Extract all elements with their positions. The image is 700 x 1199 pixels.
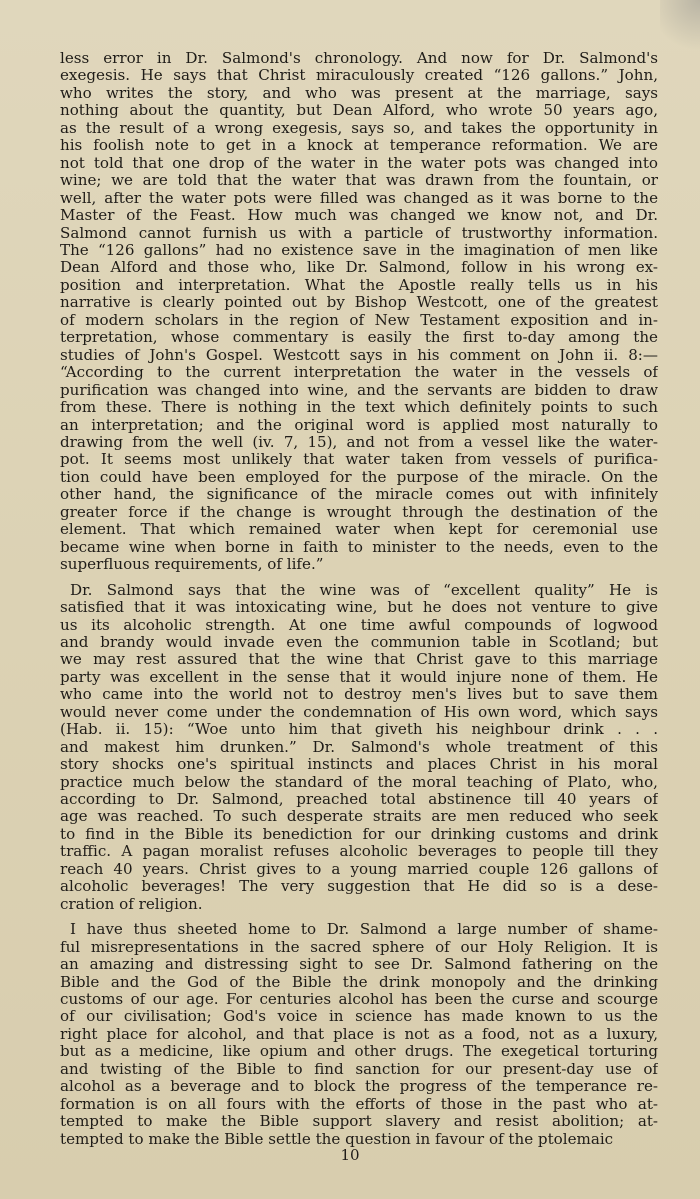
text-line: “According to the current interpretation the water in the vessels of <box>60 364 658 382</box>
text-line: Dean Alford and those who, like Dr. Salmond, follow in his wrong ex- <box>60 259 658 277</box>
text-line: an interpretation; and the original word is applied most naturally to <box>60 416 658 434</box>
text-line: studies of John's Gospel. Westcott says in his comment on John ii. 8:— <box>60 346 658 364</box>
text-line: as the result of a wrong exegesis, says so, and takes the opportunity in <box>60 119 658 137</box>
text-line: who writes the story, and who was present at the marriage, says <box>60 84 658 102</box>
text-line: terpretation, whose commentary is easily the first to-day among the <box>60 329 658 347</box>
text-line: story shocks one's spiritual instincts and places Christ in his moral <box>60 756 658 774</box>
text-line: and makest him drunken.” Dr. Salmond's whole treatment of this <box>60 738 658 756</box>
text-line: not told that one drop of the water in the water pots was changed into <box>60 154 658 172</box>
text-line: us its alcoholic strength. At one time awful compounds of logwood <box>60 616 658 634</box>
text-line: who came into the world not to destroy men's lives but to save them <box>60 686 658 704</box>
text-line: satisfied that it was intoxicating wine, but he does not venture to give <box>60 599 658 617</box>
text-line: wine; we are told that the water that was drawn from the fountain, or <box>60 172 658 190</box>
text-line: of our civilisation; God's voice in science has made known to us the <box>60 1008 658 1026</box>
text-line: tion could have been employed for the purpose of the miracle. On the <box>60 468 658 486</box>
text-line: position and interpretation. What the Apostle really tells us in his <box>60 276 658 294</box>
text-line: traffic. A pagan moralist refuses alcoholic beverages to people till they <box>60 843 658 861</box>
text-line: but as a medicine, like opium and other drugs. The exegetical torturing <box>60 1043 658 1061</box>
text-line: customs of our age. For centuries alcohol has been the curse and scourge <box>60 991 658 1009</box>
text-line: less error in Dr. Salmond's chronology. And now for Dr. Salmond's <box>60 50 658 67</box>
text-line: tempted to make the Bible settle the question in favour of the ptolemaic <box>60 1130 614 1148</box>
text-line: of modern scholars in the region of New Testament exposition and in- <box>60 311 658 329</box>
paragraph-1 <box>60 50 658 574</box>
text-line: and brandy would invade even the communion table in Scotland; but <box>60 633 658 651</box>
text-line: I have thus sheeted home to Dr. Salmond a large number of shame- <box>70 921 658 939</box>
text-line: to find in the Bible its benediction for our drinking customs and drink <box>60 825 658 843</box>
text-line: purification was changed into wine, and the servants are bidden to draw <box>60 381 658 399</box>
text-line: became wine when borne in faith to minister to the needs, even to the <box>60 538 658 556</box>
text-line: tempted to make the Bible support slavery and resist abolition; at- <box>60 1113 658 1131</box>
text-line: formation is on all fours with the efforts of those in the past who at- <box>60 1095 658 1113</box>
paragraph-3 <box>60 921 658 1148</box>
text-line: well, after the water pots were filled was changed as it was borne to the <box>60 189 658 207</box>
text-line: we may rest assured that the wine that Christ gave to this marriage <box>60 651 658 669</box>
text-line: exegesis. He says that Christ miraculously created “126 gallons.” John, <box>60 67 658 85</box>
text-line: The “126 gallons” had no existence save in the imagination of men like <box>60 241 658 259</box>
text-line: age was reached. To such desperate straits are men reduced who seek <box>60 808 658 826</box>
text-line: element. That which remained water when kept for ceremonial use <box>60 521 658 539</box>
text-line: right place for alcohol, and that place is not as a food, not as a luxury, <box>60 1025 658 1043</box>
text-line: other hand, the significance of the miracle comes out with infinitely <box>60 486 658 504</box>
page-corner-shadow <box>660 0 700 60</box>
text-line: superfluous requirements, of life.” <box>60 556 324 574</box>
text-line: practice much below the standard of the moral teaching of Plato, who, <box>60 773 658 791</box>
paragraph-2 <box>60 582 658 914</box>
text-line: pot. It seems most unlikely that water taken from vessels of purifica- <box>60 451 658 469</box>
paragraph-gap <box>60 913 658 921</box>
text-line: party was excellent in the sense that it would injure none of them. He <box>60 668 658 686</box>
text-line: reach 40 years. Christ gives to a young married couple 126 gallons of <box>60 860 658 878</box>
text-line: alcoholic beverages! The very suggestion that He did so is a dese- <box>60 878 658 896</box>
text-line: alcohol as a beverage and to block the progress of the temperance re- <box>60 1078 658 1096</box>
text-line: Bible and the God of the Bible the drink monopoly and the drinking <box>60 973 658 991</box>
text-line: and twisting of the Bible to find sanction for our present-day use of <box>60 1060 658 1078</box>
body-text <box>60 50 658 1148</box>
text-line: from these. There is nothing in the text which definitely points to such <box>60 399 658 417</box>
text-line: drawing from the well (iv. 7, 15), and not from a vessel like the water- <box>60 433 658 451</box>
text-line: would never come under the condemnation of His own word, which says <box>60 703 658 721</box>
text-line: ful misrepresentations in the sacred sphere of our Holy Religion. It is <box>60 938 658 956</box>
text-line: an amazing and distressing sight to see Dr. Salmond fathering on the <box>60 956 658 974</box>
text-line: cration of religion. <box>60 895 203 913</box>
paragraph-gap <box>60 574 658 582</box>
text-line: (Hab. ii. 15): “Woe unto him that giveth his neighbour drink . . . <box>60 721 658 739</box>
text-line: according to Dr. Salmond, preached total abstinence till 40 years of <box>60 791 658 809</box>
text-line: narrative is clearly pointed out by Bishop Westcott, one of the greatest <box>60 294 658 312</box>
text-line: Dr. Salmond says that the wine was of “excellent quality” He is <box>70 581 658 599</box>
text-line: Salmond cannot furnish us with a particle of trustworthy information. <box>60 224 658 242</box>
text-line: greater force if the change is wrought through the destination of the <box>60 503 658 521</box>
text-line: Master of the Feast. How much was changed we know not, and Dr. <box>60 207 658 225</box>
text-line: his foolish note to get in a knock at temperance reformation. We are <box>60 137 658 155</box>
text-line: nothing about the quantity, but Dean Alford, who wrote 50 years ago, <box>60 102 658 120</box>
page-number: 10 <box>340 1146 360 1164</box>
